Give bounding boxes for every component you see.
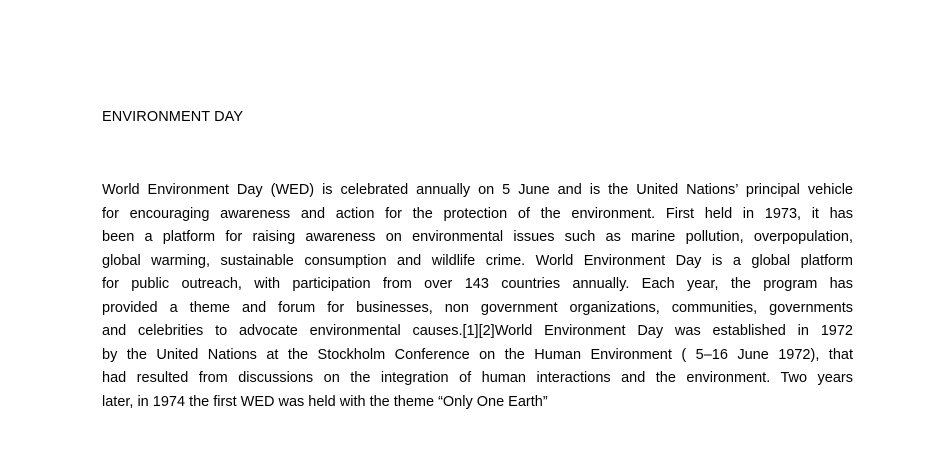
document-paragraph	[102, 179, 853, 414]
paragraph-line: been a platform for raising awareness on environmental issues such as marine pollution, overpopulation,	[102, 229, 853, 245]
paragraph-line: had resulted from discussions on the integration of human interactions and the environment. Two years	[102, 370, 853, 386]
document-title: ENVIRONMENT DAY	[102, 109, 244, 125]
paragraph-line: by the United Nations at the Stockholm Conference on the Human Environment ( 5–16 June 1972), that	[102, 346, 853, 363]
paragraph-line: provided a theme and forum for businesses, non government organizations, communities, governments	[102, 299, 853, 316]
paragraph-line-last: later, in 1974 the first WED was held with the theme “Only One Earth”	[102, 393, 548, 410]
paragraph-line: global warming, sustainable consumption and wildlife crime. World Environment Day is a global platform	[102, 252, 853, 269]
paragraph-line: for public outreach, with participation from over 143 countries annually. Each year, the program has	[102, 276, 853, 292]
paragraph-line: and celebrities to advocate environmental causes.[1][2]World Environment Day was established in 1972	[102, 323, 853, 339]
paragraph-line: for encouraging awareness and action for the protection of the environment. First held in 1973, it has	[102, 205, 853, 222]
paragraph-line: World Environment Day (WED) is celebrated annually on 5 June and is the United Nations’ principal vehicle	[102, 182, 853, 198]
